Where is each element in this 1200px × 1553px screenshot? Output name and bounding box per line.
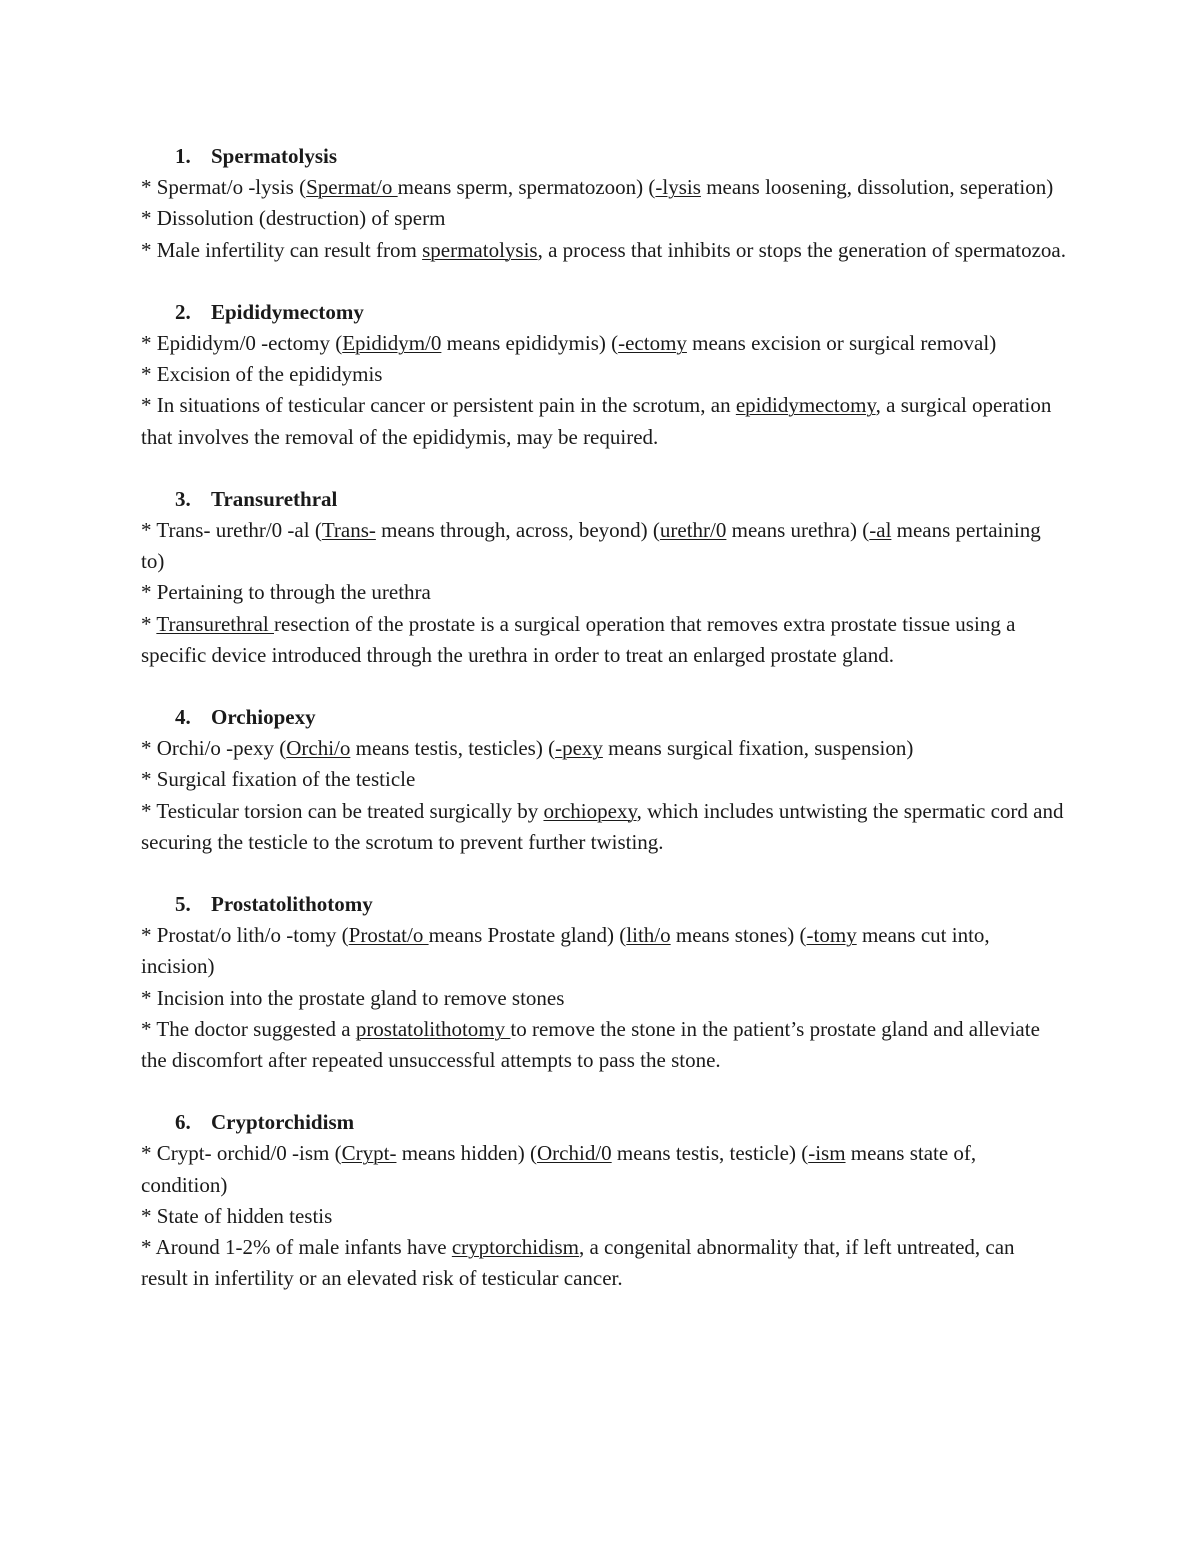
word-breakdown bbox=[141, 1138, 1066, 1200]
text-run: means testis, testicle) ( bbox=[611, 1141, 809, 1166]
text-run: means surgical fixation, suspension) bbox=[602, 736, 914, 761]
term-heading bbox=[141, 297, 1066, 328]
text-run: means state of, condition) bbox=[141, 1141, 977, 1197]
underlined-term: spermatolysis bbox=[422, 237, 538, 262]
term-heading bbox=[141, 484, 1066, 515]
underlined-word-part: -ism bbox=[808, 1141, 846, 1166]
text-run: means stones) ( bbox=[670, 923, 807, 948]
text-run: , a surgical operation that involves the removal of the epididymis, may be required. bbox=[141, 393, 1052, 449]
term-heading bbox=[141, 889, 1066, 920]
text-run: * Pertaining to through the urethra bbox=[141, 580, 431, 605]
underlined-word-part: -tomy bbox=[806, 923, 857, 948]
text-run: * Testicular torsion can be treated surgically by bbox=[141, 798, 544, 823]
text-run: * Trans- urethr/0 -al ( bbox=[141, 518, 322, 543]
term-definition bbox=[141, 764, 1066, 795]
text-run: means urethra) ( bbox=[726, 518, 870, 543]
underlined-term: epididymectomy bbox=[735, 393, 876, 418]
underlined-word-part: -pexy bbox=[555, 736, 603, 761]
term-definition bbox=[141, 1201, 1066, 1232]
underlined-word-part: Orchi/o bbox=[286, 736, 351, 761]
text-run: * Prostat/o lith/o -tomy ( bbox=[141, 923, 349, 948]
term-title: Prostatolithotomy bbox=[211, 892, 373, 917]
text-run: , a congenital abnormality that, if left untreated, can result in infertility or an elevated risk of testicular cancer. bbox=[141, 1235, 1015, 1291]
word-breakdown bbox=[141, 515, 1066, 577]
text-run: , which includes untwisting the spermatic cord and securing the testicle to the scrotum to prevent further twisting. bbox=[141, 798, 1064, 854]
text-run: means pertaining to) bbox=[141, 518, 1041, 574]
term-title: Spermatolysis bbox=[211, 144, 337, 168]
term-number: 2. bbox=[175, 299, 191, 324]
word-breakdown bbox=[141, 172, 1066, 203]
text-run: * Male infertility can result from bbox=[141, 237, 423, 262]
underlined-term: orchiopexy bbox=[543, 798, 637, 823]
word-breakdown bbox=[141, 920, 1066, 982]
term-entry bbox=[141, 702, 1066, 858]
term-number: 4. bbox=[175, 705, 191, 730]
underlined-term: cryptorchidism bbox=[451, 1235, 579, 1260]
underlined-word-part: -ectomy bbox=[618, 331, 687, 356]
document-body bbox=[141, 141, 1066, 1295]
term-title: Cryptorchidism bbox=[211, 1110, 355, 1135]
text-run: means excision or surgical removal) bbox=[686, 331, 997, 356]
example-sentence bbox=[141, 235, 1066, 266]
term-heading bbox=[141, 702, 1066, 733]
underlined-word-part: urethr/0 bbox=[659, 518, 727, 543]
text-run: * Incision into the prostate gland to remove stones bbox=[141, 985, 565, 1010]
text-run: * In situations of testicular cancer or persistent pain in the scrotum, an bbox=[141, 393, 736, 418]
underlined-word-part: -lysis bbox=[655, 175, 701, 200]
underlined-word-part: Prostat/o bbox=[348, 923, 429, 948]
term-definition bbox=[141, 983, 1066, 1014]
text-run: * bbox=[141, 611, 157, 636]
term-heading bbox=[141, 141, 1066, 172]
underlined-term: Transurethral bbox=[156, 611, 274, 636]
example-sentence bbox=[141, 796, 1066, 858]
term-entry bbox=[141, 141, 1066, 266]
text-run: * Spermat/o -lysis ( bbox=[141, 175, 307, 200]
term-definition bbox=[141, 203, 1066, 234]
underlined-word-part: Crypt- bbox=[341, 1141, 397, 1166]
text-run: * Surgical fixation of the testicle bbox=[141, 767, 416, 792]
text-run: * Excision of the epididymis bbox=[141, 362, 383, 387]
underlined-word-part: Trans- bbox=[321, 518, 376, 543]
term-title: Transurethral bbox=[211, 486, 338, 511]
term-entry bbox=[141, 484, 1066, 671]
term-heading bbox=[141, 1107, 1066, 1138]
example-sentence bbox=[141, 390, 1066, 452]
term-number: 1. bbox=[175, 144, 191, 168]
word-breakdown bbox=[141, 733, 1066, 764]
text-run: * Crypt- orchid/0 -ism ( bbox=[141, 1141, 342, 1166]
text-run: * Dissolution (destruction) of sperm bbox=[141, 206, 446, 231]
text-run: means through, across, beyond) ( bbox=[375, 518, 660, 543]
text-run: means hidden) ( bbox=[396, 1141, 538, 1166]
underlined-word-part: Orchid/0 bbox=[537, 1141, 612, 1166]
term-definition bbox=[141, 577, 1066, 608]
text-run: means Prostate gland) ( bbox=[428, 923, 627, 948]
term-definition bbox=[141, 359, 1066, 390]
term-number: 5. bbox=[175, 892, 191, 917]
text-run: * Orchi/o -pexy ( bbox=[141, 736, 287, 761]
underlined-word-part: Spermat/o bbox=[306, 175, 398, 200]
text-run: * The doctor suggested a bbox=[141, 1016, 356, 1041]
text-run: to remove the stone in the patient’s prostate gland and alleviate the discomfort after repeated unsuccessful attempts to pass the stone. bbox=[141, 1016, 1040, 1073]
term-title: Orchiopexy bbox=[211, 705, 316, 730]
text-run: * Epididym/0 -ectomy ( bbox=[141, 331, 343, 356]
example-sentence bbox=[141, 609, 1066, 671]
word-breakdown bbox=[141, 328, 1066, 359]
text-run: means cut into, incision) bbox=[141, 923, 990, 979]
term-entry bbox=[141, 297, 1066, 453]
text-run: * Around 1-2% of male infants have bbox=[141, 1235, 452, 1260]
underlined-word-part: -al bbox=[869, 518, 892, 543]
text-run: means sperm, spermatozoon) ( bbox=[397, 175, 656, 200]
text-run: means loosening, dissolution, seperation) bbox=[700, 175, 1054, 200]
underlined-word-part: lith/o bbox=[626, 923, 671, 948]
term-entry bbox=[141, 889, 1066, 1076]
example-sentence bbox=[141, 1232, 1066, 1294]
term-title: Epididymectomy bbox=[211, 299, 364, 324]
text-run: * State of hidden testis bbox=[141, 1203, 333, 1228]
text-run: , a process that inhibits or stops the generation of spermatozoa. bbox=[537, 237, 1066, 262]
term-number: 6. bbox=[175, 1110, 191, 1135]
text-run: resection of the prostate is a surgical operation that removes extra prostate tissue using a specific device introduced through the urethra in order to treat an enlarged prostate gland. bbox=[141, 611, 1016, 667]
term-entry bbox=[141, 1107, 1066, 1294]
underlined-word-part: Epididym/0 bbox=[342, 331, 442, 356]
term-number: 3. bbox=[175, 486, 191, 511]
example-sentence bbox=[141, 1014, 1066, 1076]
underlined-term: prostatolithotomy bbox=[355, 1016, 511, 1041]
text-run: means epididymis) ( bbox=[441, 331, 619, 356]
text-run: means testis, testicles) ( bbox=[350, 736, 556, 761]
